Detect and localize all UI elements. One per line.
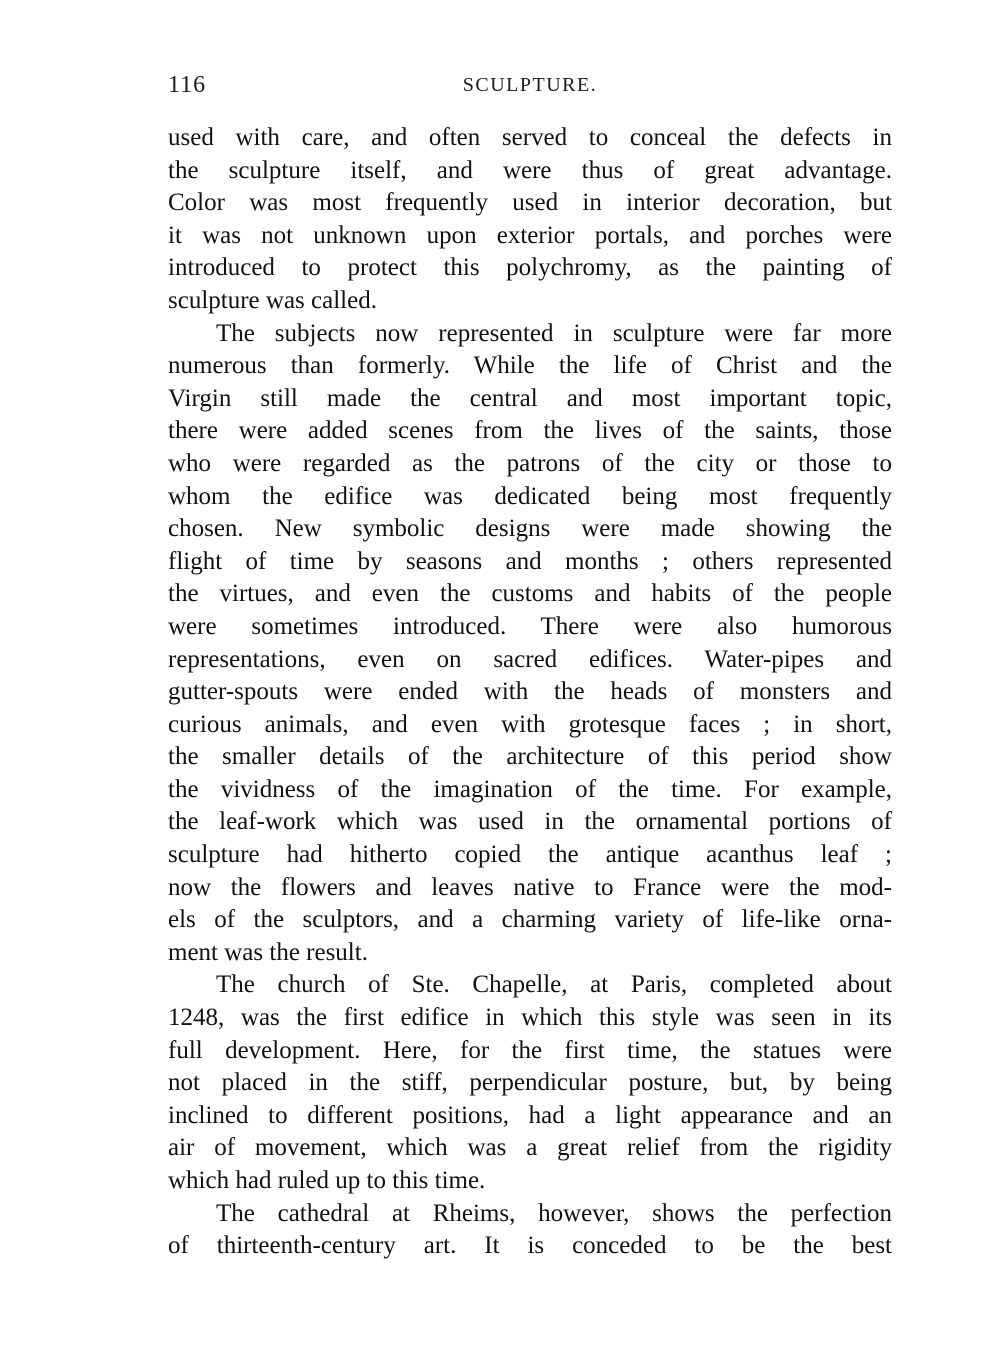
text-line: curious animals, and even with grotesque faces ; in short,	[168, 710, 892, 738]
text-line: the smaller details of the architecture of this period show	[168, 743, 892, 771]
running-head: SCULPTURE.	[462, 74, 598, 96]
text-line: the leaf-work which was used in the ornamental portions of	[168, 808, 892, 836]
text-line: The subjects now represented in sculpture were far more	[216, 319, 892, 347]
text-line: of thirteenth-century art. It is conceded to be the best	[168, 1232, 892, 1260]
text-line: who were regarded as the patrons of the city or those to	[168, 449, 892, 477]
text-line: ment was the result.	[168, 938, 368, 966]
paragraph	[168, 122, 892, 318]
text-line: the sculpture itself, and were thus of great advantage.	[168, 156, 892, 184]
paragraph	[168, 1198, 892, 1263]
text-line: which had ruled up to this time.	[168, 1167, 486, 1194]
text-line: air of movement, which was a great relief from the rigidity	[168, 1134, 892, 1162]
text-line: the virtues, and even the customs and habits of the people	[168, 580, 892, 608]
text-line: used with care, and often served to conceal the defects in	[168, 124, 892, 151]
page-body	[168, 122, 892, 1263]
text-line: introduced to protect this polychromy, as the painting of	[168, 254, 892, 282]
paragraph	[168, 318, 892, 970]
text-line: not placed in the stiff, perpendicular posture, but, by being	[168, 1069, 892, 1097]
text-line: now the flowers and leaves native to France were the mod-	[168, 873, 892, 901]
text-line: the vividness of the imagination of the time. For example,	[168, 775, 892, 803]
text-line: it was not unknown upon exterior portals, and porches were	[168, 221, 892, 249]
text-line: els of the sculptors, and a charming variety of life-like orna-	[168, 906, 892, 934]
text-line: inclined to different positions, had a light appearance and an	[168, 1101, 892, 1129]
text-line: were sometimes introduced. There were also humorous	[168, 612, 892, 640]
text-line: there were added scenes from the lives of the saints, those	[168, 417, 892, 445]
page-number: 116	[168, 72, 207, 98]
text-line: Virgin still made the central and most important topic,	[168, 384, 892, 412]
text-line: 1248, was the first edifice in which this style was seen in its	[168, 1004, 892, 1032]
text-line: sculpture had hitherto copied the antique acanthus leaf ;	[168, 841, 892, 869]
text-line: gutter-spouts were ended with the heads of monsters and	[168, 678, 892, 706]
text-line: full development. Here, for the first time, the statues were	[168, 1036, 892, 1064]
text-line: chosen. New symbolic designs were made showing the	[168, 515, 892, 543]
text-line: Color was most frequently used in interior decoration, but	[168, 189, 892, 217]
text-line: flight of time by seasons and months ; others represented	[168, 547, 892, 575]
text-line: whom the edifice was dedicated being most frequently	[168, 482, 892, 510]
paragraph	[168, 969, 892, 1197]
text-line: sculpture was called.	[168, 286, 377, 314]
text-line: The church of Ste. Chapelle, at Paris, completed about	[216, 971, 892, 999]
text-line: The cathedral at Rheims, however, shows the perfection	[216, 1199, 892, 1227]
text-line: representations, even on sacred edifices. Water-pipes and	[168, 645, 892, 673]
page-header	[168, 72, 892, 106]
text-line: numerous than formerly. While the life of Christ and the	[168, 352, 892, 380]
